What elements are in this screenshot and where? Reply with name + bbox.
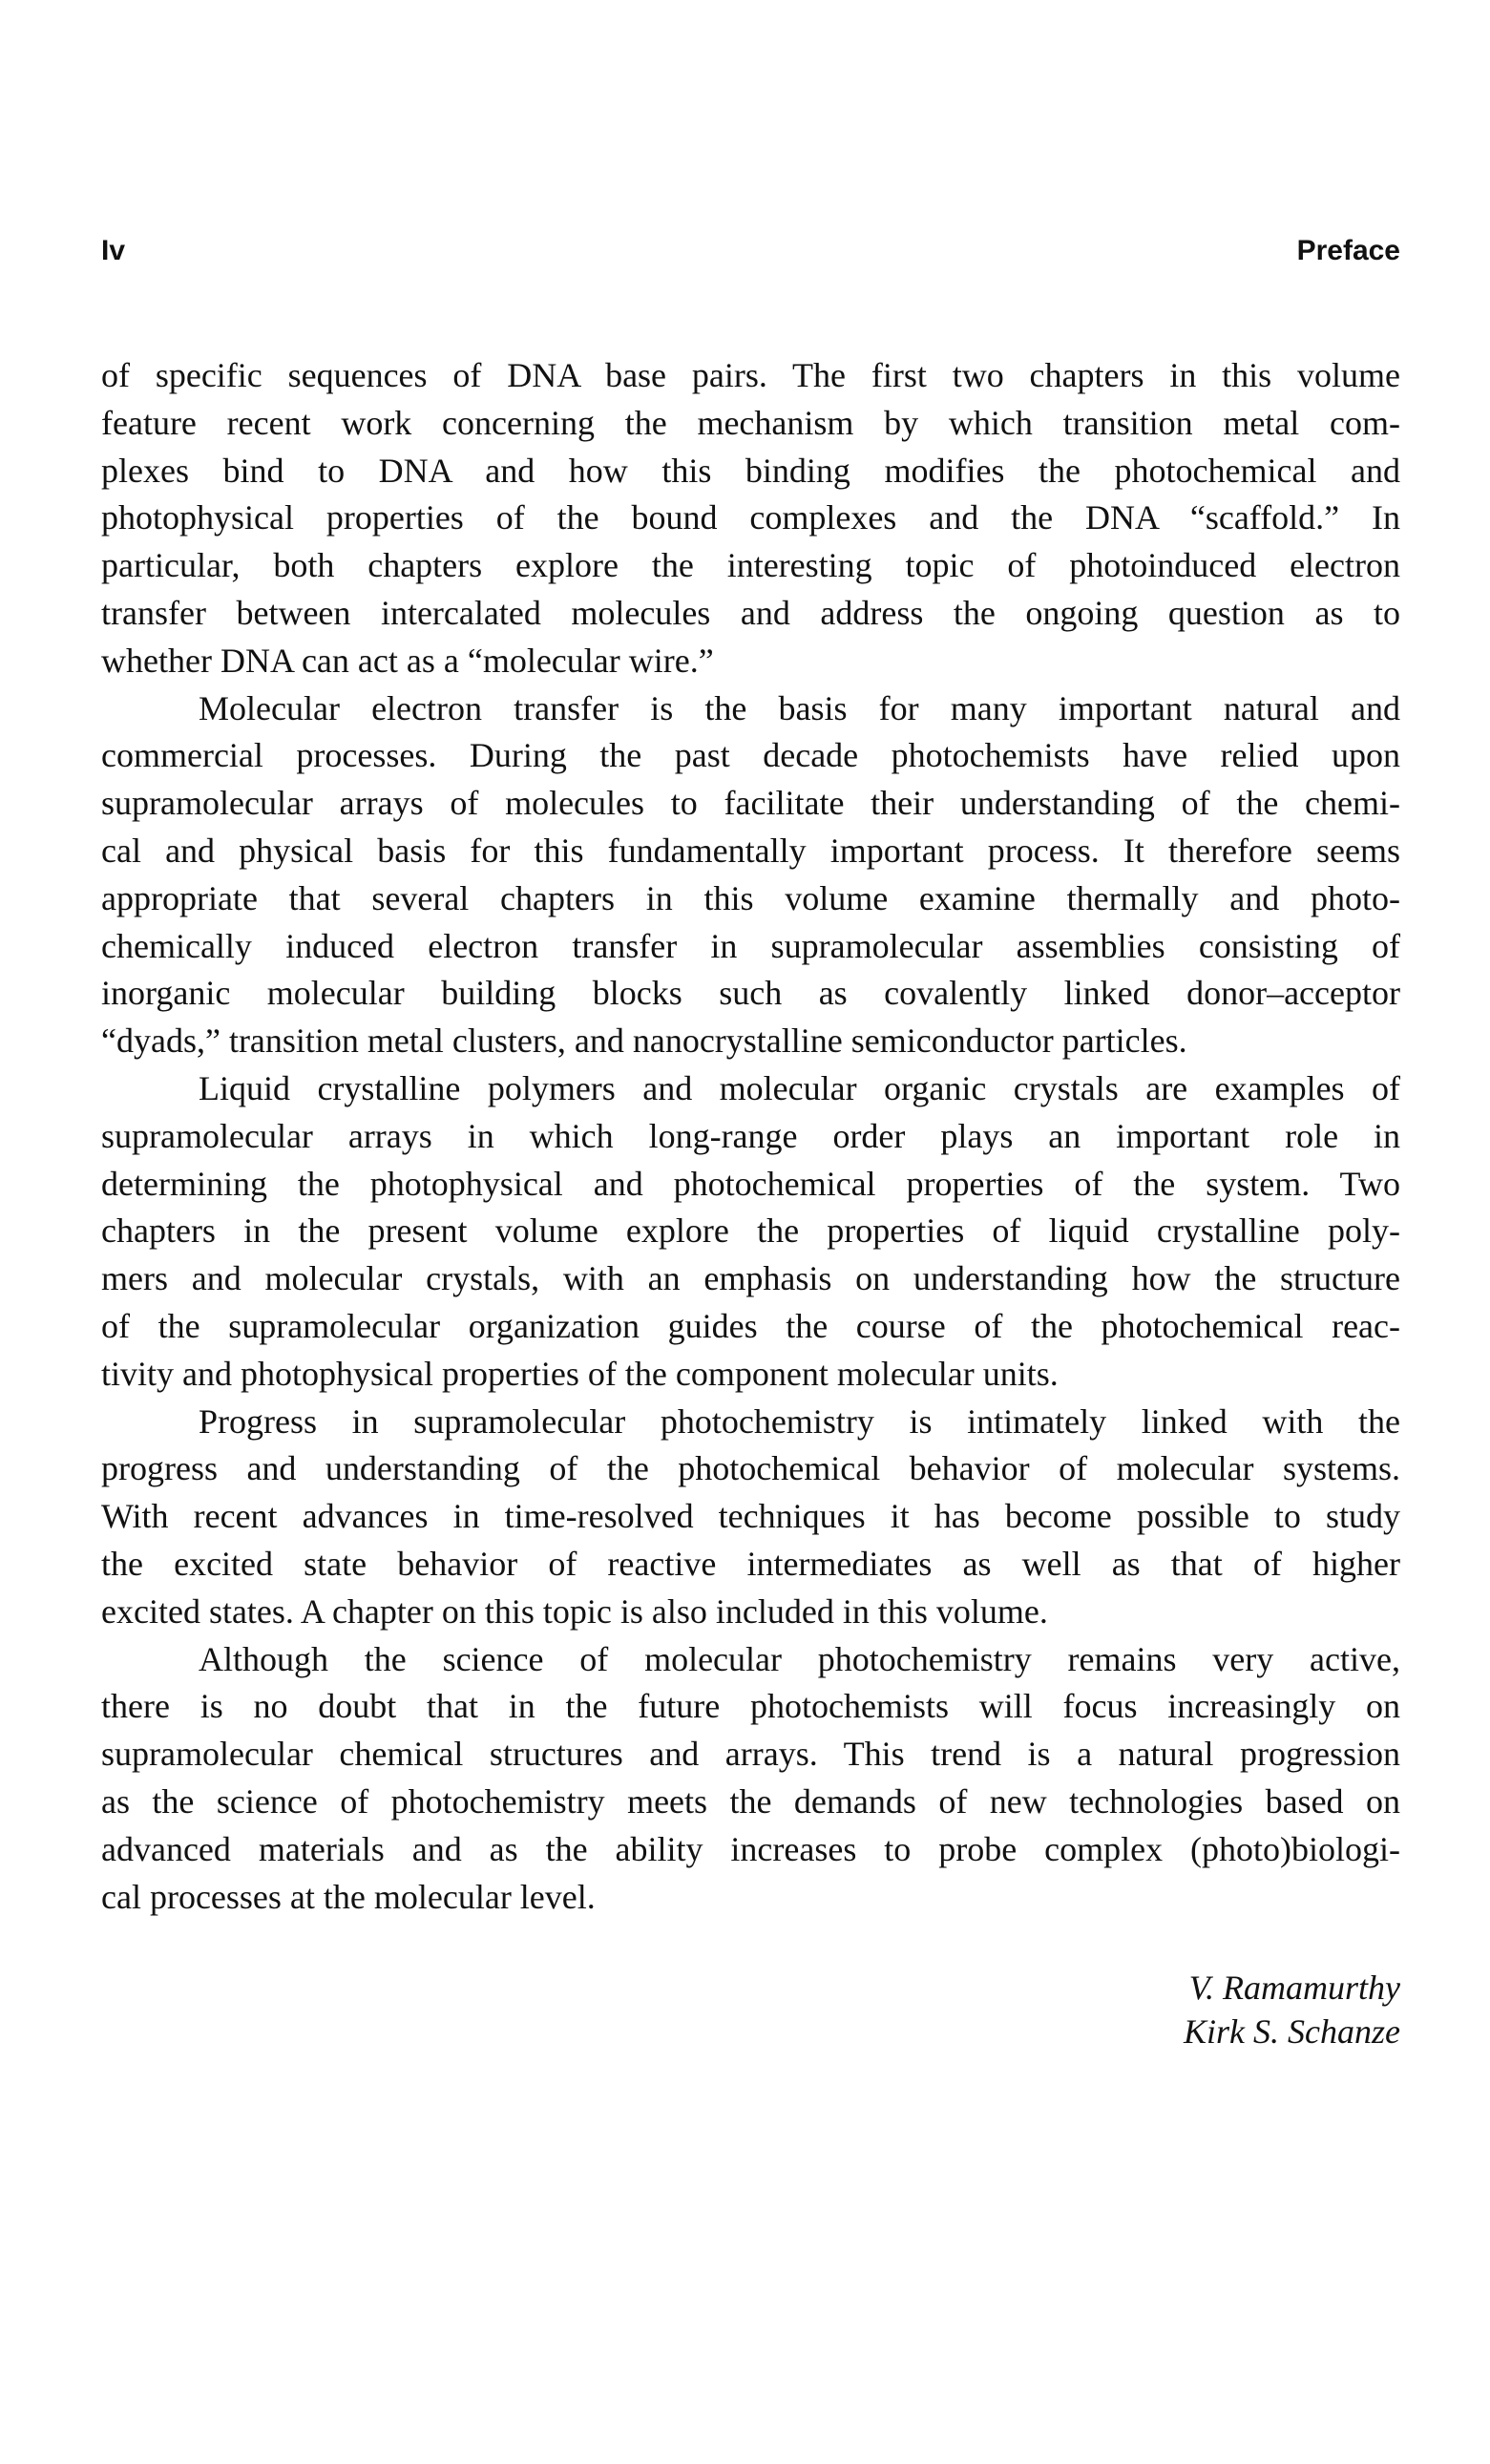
paragraph	[101, 352, 1400, 685]
text-line: “dyads,” transition metal clusters, and nanocrystalline semiconductor particles.	[101, 1021, 1187, 1061]
paragraph	[101, 1399, 1400, 1636]
text-line: chemically induced electron transfer in supramolecular assemblies consisting of	[101, 926, 1400, 965]
page-number: Iv	[101, 235, 126, 266]
paragraph	[101, 1065, 1400, 1399]
text-line: supramolecular arrays in which long-range order plays an important role in	[101, 1116, 1400, 1155]
preface-body	[101, 352, 1400, 1921]
text-line: of specific sequences of DNA base pairs. The first two chapters in this volume	[101, 356, 1400, 394]
text-line: inorganic molecular building blocks such as covalently linked donor–acceptor	[101, 974, 1400, 1013]
text-line: there is no doubt that in the future photochemists will focus increasingly on	[101, 1687, 1400, 1726]
text-line: advanced materials and as the ability increases to probe complex (photo)biologi-	[101, 1829, 1400, 1868]
text-line: commercial processes. During the past decade photochemists have relied upon	[101, 736, 1400, 775]
text-line: particular, both chapters explore the interesting topic of photoinduced electron	[101, 546, 1400, 585]
text-line: the excited state behavior of reactive intermediates as well as that of higher	[101, 1544, 1400, 1583]
author-signature: Kirk S. Schanze	[1184, 2012, 1400, 2051]
text-line: progress and understanding of the photochemical behavior of molecular systems.	[101, 1449, 1400, 1488]
text-line: of the supramolecular organization guides the course of the photochemical reac-	[101, 1306, 1400, 1345]
text-line: transfer between intercalated molecules and address the ongoing question as to	[101, 593, 1400, 632]
text-line: cal processes at the molecular level.	[101, 1877, 596, 1916]
text-line: chapters in the present volume explore the properties of liquid crystalline poly-	[101, 1211, 1400, 1251]
text-line: cal and physical basis for this fundamentally important process. It therefore seems	[101, 831, 1400, 870]
text-line: determining the photophysical and photochemical properties of the system. Two	[101, 1164, 1400, 1203]
text-line: photophysical properties of the bound complexes and the DNA “scaffold.” In	[101, 498, 1400, 537]
text-line: as the science of photochemistry meets the demands of new technologies based on	[101, 1781, 1400, 1821]
text-line: plexes bind to DNA and how this binding modifies the photochemical and	[101, 451, 1400, 490]
paragraph	[101, 685, 1400, 1065]
text-line: Liquid crystalline polymers and molecular organic crystals are examples of	[199, 1068, 1400, 1107]
text-line: supramolecular arrays of molecules to facilitate their understanding of the chemi-	[101, 784, 1400, 823]
text-line: excited states. A chapter on this topic is also included in this volume.	[101, 1591, 1048, 1631]
text-line: tivity and photophysical properties of the component molecular units.	[101, 1354, 1059, 1393]
paragraph	[101, 1636, 1400, 1922]
text-line: Molecular electron transfer is the basis for many important natural and	[199, 688, 1400, 727]
text-line: appropriate that several chapters in this volume examine thermally and photo-	[101, 878, 1400, 917]
text-line: feature recent work concerning the mechanism by which transition metal com-	[101, 403, 1400, 442]
text-line: With recent advances in time-resolved techniques it has become possible to study	[101, 1497, 1400, 1536]
author-signature: V. Ramamurthy	[1188, 1969, 1400, 2007]
text-line: whether DNA can act as a “molecular wire.”	[101, 641, 714, 680]
text-line: Progress in supramolecular photochemistry is intimately linked with the	[199, 1401, 1400, 1441]
text-line: mers and molecular crystals, with an emphasis on understanding how the structure	[101, 1259, 1400, 1298]
text-line: Although the science of molecular photochemistry remains very active,	[199, 1639, 1400, 1678]
text-line: supramolecular chemical structures and arrays. This trend is a natural progression	[101, 1735, 1400, 1774]
running-title: Preface	[1296, 235, 1400, 266]
